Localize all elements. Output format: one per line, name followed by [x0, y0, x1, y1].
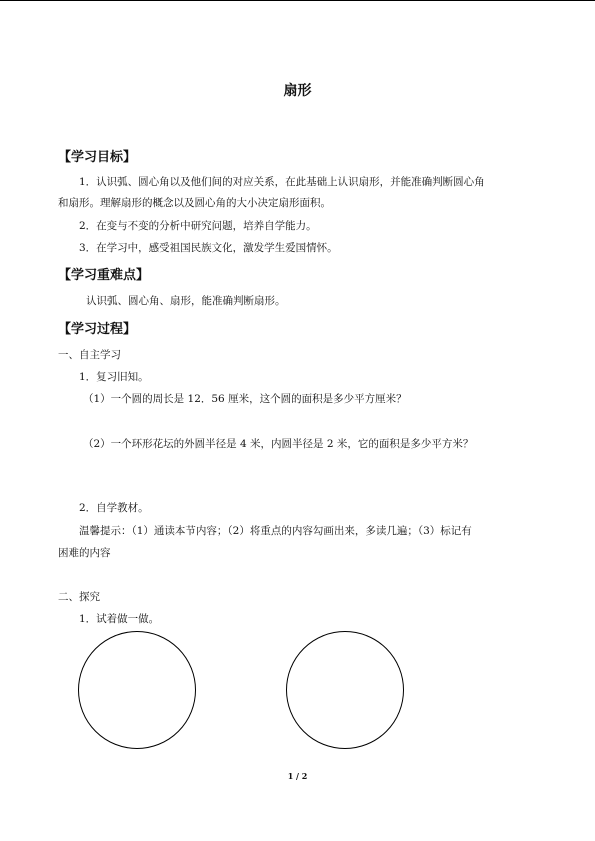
question-2: （2）一个环形花坛的外圆半径是 4 米，内圆半径是 2 米，它的面积是多少平方米？ [83, 438, 474, 450]
part2-title: 二、探究 [58, 591, 100, 603]
part1-title: 一、自主学习 [58, 349, 121, 361]
page-title: 扇形 [283, 83, 312, 99]
tip-line-2: 困难的内容 [58, 547, 111, 559]
question-1: （1）一个圆的周长是 12．56 厘米，这个圆的面积是多少平方厘米？ [83, 393, 407, 405]
goals-heading: 【学习目标】 [58, 150, 137, 165]
process-heading: 【学习过程】 [58, 322, 137, 337]
circle-right [287, 632, 404, 749]
key-points-heading: 【学习重难点】 [58, 268, 150, 283]
circle-left [79, 632, 196, 749]
self-study-title: 2．自学教材。 [79, 502, 149, 514]
try-title: 1．试着做一做。 [79, 613, 160, 625]
page-number: 1 / 2 [287, 771, 308, 781]
goal-item-3: 3．在学习中，感受祖国民族文化，激发学生爱国情怀。 [79, 242, 338, 254]
goal-item-2: 2．在变与不变的分析中研究问题，培养自学能力。 [79, 220, 317, 232]
tip-line-1: 温馨提示：（1）通读本节内容；（2）将重点的内容勾画出来，多读几遍；（3）标记有 [79, 525, 472, 537]
review-title: 1．复习旧知。 [79, 371, 149, 383]
goal-item-1: 1．认识弧、圆心角以及他们间的对应关系，在此基础上认识扇形，并能准确判断圆心角 [79, 176, 485, 188]
goal-item-1-cont: 和扇形。理解扇形的概念以及圆心角的大小决定扇形面积。 [58, 197, 331, 209]
key-points-text: 认识弧、圆心角、扇形，能准确判断扇形。 [86, 295, 286, 307]
